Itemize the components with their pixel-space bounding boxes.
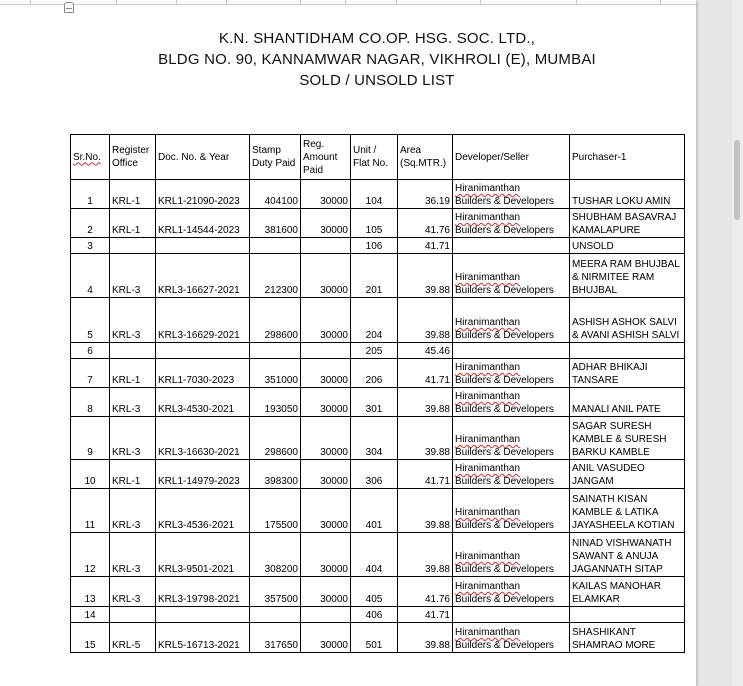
cell-area: 39.88 xyxy=(398,417,453,460)
table-row xyxy=(71,460,685,489)
table-row xyxy=(71,577,685,607)
cell-stamp-duty: 175500 xyxy=(250,489,301,533)
table-row xyxy=(71,388,685,417)
header-area xyxy=(398,135,453,180)
table-row xyxy=(71,238,685,254)
cell-doc-no: KRL1-7030-2023 xyxy=(156,359,250,388)
cell-stamp-duty: 404100 xyxy=(250,180,301,209)
cell-area: 41.76 xyxy=(398,577,453,607)
cell-sr-no: 2 xyxy=(71,209,110,238)
cell-doc-no: KRL1-21090-2023 xyxy=(156,180,250,209)
cell-unit-flat: 206 xyxy=(351,359,398,388)
cell-sr-no: 8 xyxy=(71,388,110,417)
header-sr-no: Sr.No. xyxy=(71,135,110,180)
cell-reg-amount: 30000 xyxy=(301,533,351,577)
cell-purchaser xyxy=(570,343,685,359)
cell-reg-amount: 30000 xyxy=(301,623,351,653)
cell-reg-amount: 30000 xyxy=(301,577,351,607)
developer-type: Builders & Developers xyxy=(455,520,554,531)
cell-unit-flat: 306 xyxy=(351,460,398,489)
cell-reg-amount: 30000 xyxy=(301,417,351,460)
cell-reg-amount: 30000 xyxy=(301,254,351,298)
cell-developer xyxy=(453,577,570,607)
cell-sr-no: 15 xyxy=(71,623,110,653)
developer-name: Hiranimanthan xyxy=(455,317,521,328)
cell-unit-flat: 204 xyxy=(351,298,398,343)
cell-doc-no: KRL3-9501-2021 xyxy=(156,533,250,577)
cell-purchaser: SAINATH KISAN KAMBLE & LATIKA JAYASHEELA KOTIAN xyxy=(570,489,685,533)
header-register-office: Register Office xyxy=(110,135,156,180)
developer-type: Builders & Developers xyxy=(455,375,554,386)
cell-register-office: KRL-3 xyxy=(110,388,156,417)
table-row xyxy=(71,343,685,359)
cell-unit-flat: 104 xyxy=(351,180,398,209)
cell-register-office: KRL-1 xyxy=(110,359,156,388)
cell-doc-no xyxy=(156,238,250,254)
cell-purchaser: UNSOLD xyxy=(570,238,685,254)
developer-type: Builders & Developers xyxy=(455,285,554,296)
cell-unit-flat: 201 xyxy=(351,254,398,298)
cell-register-office: KRL-1 xyxy=(110,209,156,238)
cell-unit-flat: 105 xyxy=(351,209,398,238)
cell-purchaser: NINAD VISHWANATH SAWANT & ANUJA JAGANNATH SITAP xyxy=(570,533,685,577)
cell-stamp-duty xyxy=(250,607,301,623)
developer-type: Builders & Developers xyxy=(455,225,554,236)
cell-area: 41.76 xyxy=(398,209,453,238)
cell-purchaser: ASHISH ASHOK SALVI & AVANI ASHISH SALVI xyxy=(570,298,685,343)
cell-register-office: KRL-3 xyxy=(110,417,156,460)
cell-area: 41.71 xyxy=(398,238,453,254)
cell-reg-amount xyxy=(301,607,351,623)
cell-reg-amount: 30000 xyxy=(301,209,351,238)
cell-purchaser: ANIL VASUDEO JANGAM xyxy=(570,460,685,489)
society-address: BLDG NO. 90, KANNAMWAR NAGAR, VIKHROLI (E), MUMBAI xyxy=(158,51,596,68)
table-row xyxy=(71,533,685,577)
cell-unit-flat: 401 xyxy=(351,489,398,533)
table-row xyxy=(71,489,685,533)
cell-doc-no: KRL3-4536-2021 xyxy=(156,489,250,533)
cell-register-office: KRL-1 xyxy=(110,180,156,209)
header-area-label: Area (Sq.MTR.) xyxy=(400,145,447,169)
cell-stamp-duty: 317650 xyxy=(250,623,301,653)
table-anchor-icon[interactable] xyxy=(64,2,74,13)
cell-register-office: KRL-3 xyxy=(110,298,156,343)
cell-developer xyxy=(453,417,570,460)
cell-developer xyxy=(453,298,570,343)
header-stamp-duty: Stamp Duty Paid xyxy=(250,135,301,180)
table-row xyxy=(71,209,685,238)
cell-area: 36.19 xyxy=(398,180,453,209)
cell-area: 39.88 xyxy=(398,254,453,298)
cell-area: 39.88 xyxy=(398,489,453,533)
cell-developer xyxy=(453,607,570,623)
cell-developer xyxy=(453,533,570,577)
cell-developer xyxy=(453,460,570,489)
cell-area: 45.46 xyxy=(398,343,453,359)
cell-area: 39.88 xyxy=(398,623,453,653)
cell-unit-flat: 301 xyxy=(351,388,398,417)
header-row xyxy=(71,135,685,180)
developer-name: Hiranimanthan xyxy=(455,272,521,283)
cell-doc-no xyxy=(156,343,250,359)
cell-area: 39.88 xyxy=(398,533,453,577)
cell-stamp-duty: 351000 xyxy=(250,359,301,388)
table-row xyxy=(71,298,685,343)
cell-stamp-duty xyxy=(250,343,301,359)
society-name: K.N. SHANTIDHAM CO.OP. HSG. SOC. LTD., xyxy=(218,30,536,47)
developer-name: Hiranimanthan xyxy=(455,183,521,194)
cell-sr-no: 1 xyxy=(71,180,110,209)
cell-doc-no: KRL3-16630-2021 xyxy=(156,417,250,460)
cell-developer xyxy=(453,359,570,388)
sold-unsold-table xyxy=(70,134,685,653)
cell-developer xyxy=(453,623,570,653)
cell-purchaser: MEERA RAM BHUJBAL & NIRMITEE RAM BHUJBAL xyxy=(570,254,685,298)
developer-type: Builders & Developers xyxy=(455,196,554,207)
cell-reg-amount xyxy=(301,343,351,359)
cell-stamp-duty: 308200 xyxy=(250,533,301,577)
cell-doc-no: KRL3-19798-2021 xyxy=(156,577,250,607)
cell-unit-flat: 405 xyxy=(351,577,398,607)
previous-page-edge xyxy=(0,0,696,5)
cell-reg-amount xyxy=(301,238,351,254)
cell-sr-no: 7 xyxy=(71,359,110,388)
developer-name: Hiranimanthan xyxy=(455,627,521,638)
cell-purchaser: MANALI ANIL PATE xyxy=(570,388,685,417)
cell-sr-no: 14 xyxy=(71,607,110,623)
list-title: SOLD / UNSOLD LIST xyxy=(299,72,455,89)
cell-stamp-duty: 357500 xyxy=(250,577,301,607)
developer-type: Builders & Developers xyxy=(455,404,554,415)
cell-sr-no: 10 xyxy=(71,460,110,489)
table-row xyxy=(71,623,685,653)
developer-name: Hiranimanthan xyxy=(455,434,521,445)
cell-developer xyxy=(453,180,570,209)
cell-reg-amount: 30000 xyxy=(301,180,351,209)
cell-register-office xyxy=(110,343,156,359)
cell-doc-no xyxy=(156,607,250,623)
developer-type: Builders & Developers xyxy=(455,640,554,651)
cell-area: 41.71 xyxy=(398,460,453,489)
cell-area: 41.71 xyxy=(398,607,453,623)
cell-register-office: KRL-1 xyxy=(110,460,156,489)
header-unit-flat: Unit / Flat No. xyxy=(351,135,398,180)
cell-reg-amount: 30000 xyxy=(301,298,351,343)
cell-developer xyxy=(453,209,570,238)
cell-purchaser: TUSHAR LOKU AMIN xyxy=(570,180,685,209)
table-row xyxy=(71,254,685,298)
cell-reg-amount: 30000 xyxy=(301,489,351,533)
cell-register-office: KRL-3 xyxy=(110,254,156,298)
cell-doc-no: KRL3-16629-2021 xyxy=(156,298,250,343)
cell-purchaser: KAILAS MANOHAR ELAMKAR xyxy=(570,577,685,607)
cell-sr-no: 13 xyxy=(71,577,110,607)
table-row xyxy=(71,417,685,460)
cell-purchaser: SHASHIKANT SHAMRAO MORE xyxy=(570,623,685,653)
cell-unit-flat: 304 xyxy=(351,417,398,460)
cell-stamp-duty: 212300 xyxy=(250,254,301,298)
cell-stamp-duty: 193050 xyxy=(250,388,301,417)
developer-name: Hiranimanthan xyxy=(455,507,521,518)
cell-sr-no: 5 xyxy=(71,298,110,343)
cell-developer xyxy=(453,388,570,417)
cell-unit-flat: 106 xyxy=(351,238,398,254)
header-purchaser: Purchaser-1 xyxy=(570,135,685,180)
developer-type: Builders & Developers xyxy=(455,330,554,341)
cell-unit-flat: 501 xyxy=(351,623,398,653)
cell-register-office xyxy=(110,607,156,623)
cell-reg-amount: 30000 xyxy=(301,388,351,417)
developer-name: Hiranimanthan xyxy=(455,581,521,592)
cell-doc-no: KRL3-16627-2021 xyxy=(156,254,250,298)
table-row xyxy=(71,180,685,209)
table-row xyxy=(71,607,685,623)
developer-type: Builders & Developers xyxy=(455,564,554,575)
cell-area: 39.88 xyxy=(398,298,453,343)
cell-sr-no: 9 xyxy=(71,417,110,460)
cell-register-office: KRL-3 xyxy=(110,533,156,577)
cell-reg-amount: 30000 xyxy=(301,359,351,388)
cell-purchaser: SHUBHAM BASAVRAJ KAMALAPURE xyxy=(570,209,685,238)
vertical-scrollbar[interactable] xyxy=(732,0,743,686)
developer-type: Builders & Developers xyxy=(455,447,554,458)
developer-type: Builders & Developers xyxy=(455,476,554,487)
cell-doc-no: KRL3-4530-2021 xyxy=(156,388,250,417)
header-developer: Developer/Seller xyxy=(453,135,570,180)
cell-sr-no: 11 xyxy=(71,489,110,533)
cell-doc-no: KRL1-14979-2023 xyxy=(156,460,250,489)
cell-unit-flat: 205 xyxy=(351,343,398,359)
header-reg-amount: Reg. Amount Paid xyxy=(301,135,351,180)
cell-area: 41.71 xyxy=(398,359,453,388)
cell-register-office: KRL-5 xyxy=(110,623,156,653)
cell-unit-flat: 404 xyxy=(351,533,398,577)
cell-doc-no: KRL5-16713-2021 xyxy=(156,623,250,653)
header-doc-no: Doc. No. & Year xyxy=(156,135,250,180)
cell-register-office: KRL-3 xyxy=(110,577,156,607)
cell-unit-flat: 406 xyxy=(351,607,398,623)
cell-stamp-duty: 298600 xyxy=(250,298,301,343)
cell-sr-no: 12 xyxy=(71,533,110,577)
scrollbar-thumb[interactable] xyxy=(734,140,740,220)
cell-stamp-duty: 398300 xyxy=(250,460,301,489)
cell-developer xyxy=(453,238,570,254)
cell-purchaser: SAGAR SURESH KAMBLE & SURESH BARKU KAMBLE xyxy=(570,417,685,460)
cell-sr-no: 4 xyxy=(71,254,110,298)
cell-stamp-duty xyxy=(250,238,301,254)
developer-name: Hiranimanthan xyxy=(455,391,521,402)
cell-sr-no: 3 xyxy=(71,238,110,254)
cell-developer xyxy=(453,343,570,359)
developer-name: Hiranimanthan xyxy=(455,362,521,373)
cell-reg-amount: 30000 xyxy=(301,460,351,489)
cell-stamp-duty: 381600 xyxy=(250,209,301,238)
developer-name: Hiranimanthan xyxy=(455,212,521,223)
cell-purchaser xyxy=(570,607,685,623)
developer-name: Hiranimanthan xyxy=(455,463,521,474)
cell-doc-no: KRL1-14544-2023 xyxy=(156,209,250,238)
cell-area: 39.88 xyxy=(398,388,453,417)
cell-sr-no: 6 xyxy=(71,343,110,359)
cell-stamp-duty: 298600 xyxy=(250,417,301,460)
cell-register-office: KRL-3 xyxy=(110,489,156,533)
cell-developer xyxy=(453,254,570,298)
cell-developer xyxy=(453,489,570,533)
table-row xyxy=(71,359,685,388)
developer-name: Hiranimanthan xyxy=(455,551,521,562)
cell-purchaser: ADHAR BHIKAJI TANSARE xyxy=(570,359,685,388)
cell-register-office xyxy=(110,238,156,254)
developer-type: Builders & Developers xyxy=(455,594,554,605)
